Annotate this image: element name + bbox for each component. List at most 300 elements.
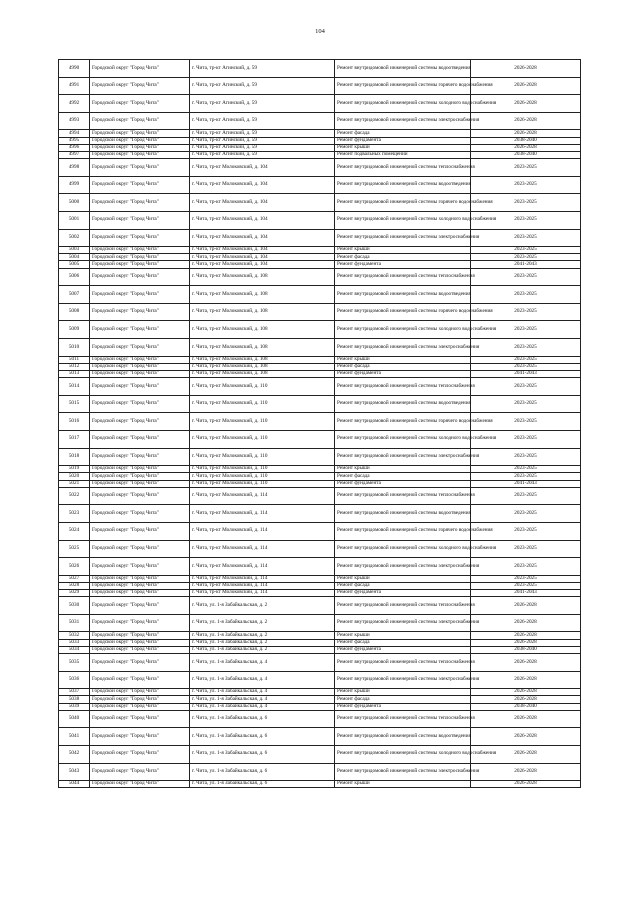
municipality-cell: Городской округ "Город Чита" [90,466,190,473]
work-type-cell: Ремонт фасада [335,696,471,703]
table-row [59,763,581,781]
period-cell: 2023-2025 [471,339,581,357]
municipality-cell: Городской округ "Город Чита" [90,430,190,448]
work-type-cell: Ремонт фасада [335,582,471,589]
row-number-cell: 5029 [59,590,90,597]
period-cell: 2023-2025 [471,176,581,194]
municipality-cell: Городской округ "Город Чита" [90,448,190,466]
row-number-cell: 4991 [59,77,90,95]
municipality-cell: Городской округ "Город Чита" [90,505,190,523]
table-row [59,413,581,431]
row-number-cell: 5026 [59,558,90,576]
table-row [59,522,581,540]
period-cell: 2026-2028 [471,614,581,632]
row-number-cell: 5022 [59,487,90,505]
table-row [59,130,581,137]
address-cell: г. Чита, ул. 1-я Забайкальская, д. 4 [190,696,335,703]
municipality-cell: Городской округ "Город Чита" [90,395,190,413]
period-cell: 2026-2028 [471,671,581,689]
table-row [59,303,581,321]
period-cell: 2023-2025 [471,395,581,413]
work-type-cell: Ремонт внутридомовой инженерной системы электроснабжения [335,229,471,247]
table-row [59,671,581,689]
address-cell: г. Чита, ул. 1-я Забайкальская, д. 4 [190,689,335,696]
row-number-cell: 5037 [59,689,90,696]
address-cell: г. Чита, тр-кт Молоковский, д. 110 [190,378,335,396]
municipality-cell: Городской округ "Город Чита" [90,247,190,254]
table-row [59,430,581,448]
municipality-cell: Городской округ "Город Чита" [90,371,190,378]
period-cell: 2023-2025 [471,378,581,396]
table-row [59,540,581,558]
repair-schedule-table [58,59,581,788]
work-type-cell: Ремонт фундамента [335,261,471,268]
row-number-cell: 5008 [59,303,90,321]
work-type-cell: Ремонт внутридомовой инженерной системы холодного водоснабжения [335,321,471,339]
work-type-cell: Ремонт внутридомовой инженерной системы водоотведения [335,395,471,413]
municipality-cell: Городской округ "Город Чита" [90,211,190,229]
period-cell: 2023-2025 [471,487,581,505]
municipality-cell: Городской округ "Город Чита" [90,522,190,540]
table-row [59,487,581,505]
address-cell: г. Чита, тр-кт Молоковский, д. 114 [190,590,335,597]
period-cell: 2023-2025 [471,356,581,363]
period-cell: 2023-2025 [471,254,581,261]
work-type-cell: Ремонт внутридомовой инженерной системы электроснабжения [335,558,471,576]
row-number-cell: 5042 [59,745,90,763]
address-cell: г. Чита, тр-кт Молоковский, д. 110 [190,395,335,413]
table-row [59,597,581,615]
address-cell: г. Чита, тр-кт Молоковский, д. 114 [190,505,335,523]
address-cell: г. Чита, тр-кт Агинский, д. 59 [190,151,335,158]
municipality-cell: Городской округ "Город Чита" [90,575,190,582]
municipality-cell: Городской округ "Город Чита" [90,229,190,247]
municipality-cell: Городской округ "Город Чита" [90,413,190,431]
address-cell: г. Чита, тр-кт Молоковский, д. 104 [190,247,335,254]
period-cell: 2023-2025 [471,321,581,339]
address-cell: г. Чита, ул. 1-я Забайкальская, д. 2 [190,639,335,646]
period-cell: 2023-2025 [471,211,581,229]
period-cell: 2026-2028 [471,781,581,788]
work-type-cell: Ремонт внутридомовой инженерной системы горячего водоснабжения [335,303,471,321]
period-cell: 2026-2028 [471,696,581,703]
period-cell: 2023-2025 [471,466,581,473]
municipality-cell: Городской округ "Город Чита" [90,112,190,130]
row-number-cell: 5017 [59,430,90,448]
work-type-cell: Ремонт внутридомовой инженерной системы холодного водоснабжения [335,430,471,448]
work-type-cell: Ремонт фасада [335,130,471,137]
row-number-cell: 5018 [59,448,90,466]
work-type-cell: Ремонт внутридомовой инженерной системы теплоснабжения [335,654,471,672]
table-row [59,268,581,286]
row-number-cell: 4997 [59,151,90,158]
period-cell: 2023-2025 [471,229,581,247]
table-row [59,159,581,177]
row-number-cell: 5023 [59,505,90,523]
work-type-cell: Ремонт внутридомовой инженерной системы электроснабжения [335,112,471,130]
period-cell: 2026-2028 [471,689,581,696]
address-cell: г. Чита, тр-кт Молоковский, д. 108 [190,268,335,286]
address-cell: г. Чита, тр-кт Агинский, д. 59 [190,77,335,95]
period-cell: 2023-2025 [471,194,581,212]
address-cell: г. Чита, тр-кт Агинский, д. 59 [190,144,335,151]
municipality-cell: Городской округ "Город Чита" [90,639,190,646]
row-number-cell: 5003 [59,247,90,254]
work-type-cell: Ремонт крыши [335,632,471,639]
period-cell: 2026-2028 [471,597,581,615]
table-row [59,371,581,378]
municipality-cell: Городской округ "Город Чита" [90,654,190,672]
work-type-cell: Ремонт крыши [335,466,471,473]
address-cell: г. Чита, тр-кт Молоковский, д. 110 [190,480,335,487]
period-cell: 2023-2025 [471,363,581,370]
address-cell: г. Чита, ул. 1-я Забайкальская, д. 2 [190,632,335,639]
municipality-cell: Городской округ "Город Чита" [90,632,190,639]
row-number-cell: 5007 [59,286,90,304]
period-cell: 2023-2025 [471,413,581,431]
municipality-cell: Городской округ "Город Чита" [90,480,190,487]
municipality-cell: Городской округ "Город Чита" [90,77,190,95]
row-number-cell: 5011 [59,356,90,363]
work-type-cell: Ремонт внутридомовой инженерной системы теплоснабжения [335,710,471,728]
row-number-cell: 5019 [59,466,90,473]
work-type-cell: Ремонт крыши [335,356,471,363]
row-number-cell: 5024 [59,522,90,540]
period-cell: 2023-2025 [471,159,581,177]
row-number-cell: 5033 [59,639,90,646]
municipality-cell: Городской округ "Город Чита" [90,144,190,151]
row-number-cell: 5006 [59,268,90,286]
row-number-cell: 4993 [59,112,90,130]
address-cell: г. Чита, тр-кт Агинский, д. 59 [190,112,335,130]
work-type-cell: Ремонт внутридомовой инженерной системы электроснабжения [335,671,471,689]
work-type-cell: Ремонт подвальных помещений [335,151,471,158]
row-number-cell: 5016 [59,413,90,431]
period-cell: 2038-2040 [471,151,581,158]
address-cell: г. Чита, тр-кт Молоковский, д. 108 [190,363,335,370]
municipality-cell: Городской округ "Город Чита" [90,710,190,728]
address-cell: г. Чита, тр-кт Молоковский, д. 110 [190,448,335,466]
address-cell: г. Чита, тр-кт Молоковский, д. 114 [190,575,335,582]
table-row [59,321,581,339]
period-cell: 2041-2043 [471,261,581,268]
table-row [59,480,581,487]
row-number-cell: 4994 [59,130,90,137]
row-number-cell: 5025 [59,540,90,558]
work-type-cell: Ремонт фундамента [335,646,471,653]
row-number-cell: 5038 [59,696,90,703]
period-cell: 2038-2040 [471,137,581,144]
address-cell: г. Чита, ул. 1-я Забайкальская, д. 6 [190,728,335,746]
period-cell: 2026-2028 [471,60,581,78]
work-type-cell: Ремонт внутридомовой инженерной системы горячего водоснабжения [335,77,471,95]
table-row [59,505,581,523]
work-type-cell: Ремонт внутридомовой инженерной системы теплоснабжения [335,597,471,615]
work-type-cell: Ремонт внутридомовой инженерной системы электроснабжения [335,614,471,632]
address-cell: г. Чита, ул. 1-я Забайкальская, д. 4 [190,654,335,672]
row-number-cell: 5001 [59,211,90,229]
table-row [59,395,581,413]
row-number-cell: 5040 [59,710,90,728]
municipality-cell: Городской округ "Город Чита" [90,689,190,696]
municipality-cell: Городской округ "Город Чита" [90,159,190,177]
table-row [59,466,581,473]
table-row [59,176,581,194]
period-cell: 2026-2028 [471,728,581,746]
municipality-cell: Городской округ "Город Чита" [90,286,190,304]
row-number-cell: 4992 [59,95,90,113]
row-number-cell: 4995 [59,137,90,144]
work-type-cell: Ремонт внутридомовой инженерной системы горячего водоснабжения [335,413,471,431]
row-number-cell: 5039 [59,703,90,710]
row-number-cell: 5004 [59,254,90,261]
period-cell: 2023-2025 [471,430,581,448]
work-type-cell: Ремонт фундамента [335,590,471,597]
period-cell: 2023-2025 [471,247,581,254]
row-number-cell: 5010 [59,339,90,357]
period-cell: 2038-2040 [471,703,581,710]
period-cell: 2023-2025 [471,268,581,286]
period-cell: 2023-2025 [471,448,581,466]
row-number-cell: 4990 [59,60,90,78]
work-type-cell: Ремонт внутридомовой инженерной системы водоотведения [335,176,471,194]
municipality-cell: Городской округ "Город Чита" [90,254,190,261]
municipality-cell: Городской округ "Город Чита" [90,590,190,597]
table-row [59,703,581,710]
table-row [59,339,581,357]
address-cell: г. Чита, тр-кт Молоковский, д. 104 [190,176,335,194]
table-row [59,95,581,113]
municipality-cell: Городской округ "Город Чита" [90,597,190,615]
row-number-cell: 5036 [59,671,90,689]
row-number-cell: 5031 [59,614,90,632]
period-cell: 2023-2025 [471,582,581,589]
address-cell: г. Чита, тр-кт Агинский, д. 59 [190,60,335,78]
row-number-cell: 5044 [59,781,90,788]
work-type-cell: Ремонт внутридомовой инженерной системы водоотведения [335,286,471,304]
municipality-cell: Городской округ "Город Чита" [90,261,190,268]
work-type-cell: Ремонт внутридомовой инженерной системы теплоснабжения [335,268,471,286]
municipality-cell: Городской округ "Город Чита" [90,582,190,589]
work-type-cell: Ремонт фасада [335,639,471,646]
table-row [59,696,581,703]
municipality-cell: Городской округ "Город Чита" [90,671,190,689]
work-type-cell: Ремонт внутридомовой инженерной системы холодного водоснабжения [335,95,471,113]
row-number-cell: 5009 [59,321,90,339]
work-type-cell: Ремонт фасада [335,473,471,480]
table-row [59,60,581,78]
address-cell: г. Чита, тр-кт Молоковский, д. 104 [190,261,335,268]
address-cell: г. Чита, тр-кт Молоковский, д. 110 [190,473,335,480]
municipality-cell: Городской округ "Город Чита" [90,356,190,363]
address-cell: г. Чита, тр-кт Молоковский, д. 114 [190,487,335,505]
period-cell: 2041-2043 [471,590,581,597]
municipality-cell: Городской округ "Город Чита" [90,194,190,212]
table-row [59,247,581,254]
row-number-cell: 5002 [59,229,90,247]
municipality-cell: Городской округ "Город Чита" [90,558,190,576]
table-row [59,286,581,304]
municipality-cell: Городской округ "Город Чита" [90,363,190,370]
row-number-cell: 5000 [59,194,90,212]
table-row [59,194,581,212]
address-cell: г. Чита, тр-кт Молоковский, д. 108 [190,321,335,339]
work-type-cell: Ремонт фундамента [335,480,471,487]
period-cell: 2023-2025 [471,505,581,523]
table-row [59,261,581,268]
table-body [59,60,581,788]
table-row [59,558,581,576]
work-type-cell: Ремонт внутридомовой инженерной системы водоотведения [335,505,471,523]
row-number-cell: 5034 [59,646,90,653]
municipality-cell: Городской округ "Город Чита" [90,728,190,746]
address-cell: г. Чита, тр-кт Молоковский, д. 104 [190,254,335,261]
work-type-cell: Ремонт фасада [335,254,471,261]
work-type-cell: Ремонт внутридомовой инженерной системы электроснабжения [335,763,471,781]
period-cell: 2026-2028 [471,654,581,672]
address-cell: г. Чита, тр-кт Молоковский, д. 108 [190,286,335,304]
municipality-cell: Городской округ "Город Чита" [90,703,190,710]
address-cell: г. Чита, тр-кт Молоковский, д. 104 [190,211,335,229]
work-type-cell: Ремонт внутридомовой инженерной системы теплоснабжения [335,378,471,396]
row-number-cell: 5013 [59,371,90,378]
row-number-cell: 4999 [59,176,90,194]
address-cell: г. Чита, ул. 1-я Забайкальская, д. 2 [190,646,335,653]
period-cell: 2026-2028 [471,144,581,151]
page-number: 104 [315,28,325,35]
address-cell: г. Чита, ул. 1-я Забайкальская, д. 6 [190,781,335,788]
municipality-cell: Городской округ "Город Чита" [90,176,190,194]
address-cell: г. Чита, тр-кт Молоковский, д. 108 [190,356,335,363]
row-number-cell: 5012 [59,363,90,370]
address-cell: г. Чита, тр-кт Молоковский, д. 104 [190,194,335,212]
period-cell: 2026-2028 [471,763,581,781]
work-type-cell: Ремонт внутридомовой инженерной системы электроснабжения [335,339,471,357]
row-number-cell: 5043 [59,763,90,781]
row-number-cell: 5027 [59,575,90,582]
period-cell: 2026-2028 [471,112,581,130]
period-cell: 2026-2028 [471,710,581,728]
period-cell: 2026-2028 [471,745,581,763]
work-type-cell: Ремонт внутридомовой инженерной системы горячего водоснабжения [335,522,471,540]
address-cell: г. Чита, тр-кт Молоковский, д. 114 [190,582,335,589]
period-cell: 2026-2028 [471,95,581,113]
work-type-cell: Ремонт крыши [335,689,471,696]
row-number-cell: 5005 [59,261,90,268]
municipality-cell: Городской округ "Город Чита" [90,130,190,137]
municipality-cell: Городской округ "Город Чита" [90,151,190,158]
address-cell: г. Чита, тр-кт Молоковский, д. 114 [190,522,335,540]
municipality-cell: Городской округ "Город Чита" [90,646,190,653]
address-cell: г. Чита, тр-кт Агинский, д. 59 [190,95,335,113]
table-row [59,614,581,632]
municipality-cell: Городской округ "Город Чита" [90,614,190,632]
table-row [59,448,581,466]
table-row [59,781,581,788]
address-cell: г. Чита, тр-кт Молоковский, д. 108 [190,303,335,321]
municipality-cell: Городской округ "Город Чита" [90,473,190,480]
table-row [59,710,581,728]
municipality-cell: Городской округ "Город Чита" [90,378,190,396]
period-cell: 2023-2025 [471,540,581,558]
row-number-cell: 5030 [59,597,90,615]
period-cell: 2023-2025 [471,286,581,304]
work-type-cell: Ремонт внутридомовой инженерной системы водоотведения [335,728,471,746]
address-cell: г. Чита, тр-кт Молоковский, д. 110 [190,413,335,431]
address-cell: г. Чита, тр-кт Молоковский, д. 104 [190,229,335,247]
work-type-cell: Ремонт крыши [335,781,471,788]
work-type-cell: Ремонт внутридомовой инженерной системы теплоснабжения [335,487,471,505]
municipality-cell: Городской округ "Город Чита" [90,303,190,321]
municipality-cell: Городской округ "Город Чита" [90,95,190,113]
period-cell: 2026-2028 [471,77,581,95]
table-row [59,254,581,261]
municipality-cell: Городской округ "Город Чита" [90,781,190,788]
period-cell: 2023-2025 [471,558,581,576]
work-type-cell: Ремонт внутридомовой инженерной системы электроснабжения [335,448,471,466]
table-row [59,378,581,396]
municipality-cell: Городской округ "Город Чита" [90,696,190,703]
address-cell: г. Чита, тр-кт Молоковский, д. 110 [190,466,335,473]
address-cell: г. Чита, ул. 1-я Забайкальская, д. 6 [190,763,335,781]
period-cell: 2023-2025 [471,522,581,540]
work-type-cell: Ремонт внутридомовой инженерной системы холодного водоснабжения [335,540,471,558]
municipality-cell: Городской округ "Город Чита" [90,339,190,357]
row-number-cell: 5028 [59,582,90,589]
work-type-cell: Ремонт внутридомовой инженерной системы водоотведения [335,60,471,78]
row-number-cell: 5015 [59,395,90,413]
work-type-cell: Ремонт крыши [335,144,471,151]
address-cell: г. Чита, ул. 1-я Забайкальская, д. 6 [190,745,335,763]
period-cell: 2026-2028 [471,632,581,639]
table-row [59,689,581,696]
table-row [59,646,581,653]
municipality-cell: Городской округ "Город Чита" [90,137,190,144]
row-number-cell: 5021 [59,480,90,487]
period-cell: 2026-2028 [471,639,581,646]
municipality-cell: Городской округ "Город Чита" [90,60,190,78]
row-number-cell: 5032 [59,632,90,639]
address-cell: г. Чита, ул. 1-я Забайкальская, д. 2 [190,614,335,632]
work-type-cell: Ремонт фундамента [335,137,471,144]
address-cell: г. Чита, тр-кт Агинский, д. 59 [190,137,335,144]
table-row [59,473,581,480]
period-cell: 2041-2043 [471,480,581,487]
work-type-cell: Ремонт фундамента [335,703,471,710]
work-type-cell: Ремонт внутридомовой инженерной системы теплоснабжения [335,159,471,177]
table-row [59,728,581,746]
row-number-cell: 5035 [59,654,90,672]
work-type-cell: Ремонт внутридомовой инженерной системы холодного водоснабжения [335,745,471,763]
municipality-cell: Городской округ "Город Чита" [90,763,190,781]
address-cell: г. Чита, тр-кт Молоковский, д. 108 [190,339,335,357]
table-row [59,654,581,672]
work-type-cell: Ремонт внутридомовой инженерной системы холодного водоснабжения [335,211,471,229]
address-cell: г. Чита, тр-кт Молоковский, д. 104 [190,159,335,177]
period-cell: 2023-2025 [471,303,581,321]
address-cell: г. Чита, тр-кт Молоковский, д. 108 [190,371,335,378]
work-type-cell: Ремонт фасада [335,363,471,370]
address-cell: г. Чита, тр-кт Молоковский, д. 114 [190,558,335,576]
period-cell: 2023-2025 [471,473,581,480]
period-cell: 2026-2028 [471,130,581,137]
address-cell: г. Чита, тр-кт Молоковский, д. 110 [190,430,335,448]
address-cell: г. Чита, тр-кт Агинский, д. 59 [190,130,335,137]
work-type-cell: Ремонт внутридомовой инженерной системы горячего водоснабжения [335,194,471,212]
period-cell: 2041-2043 [471,371,581,378]
row-number-cell: 5014 [59,378,90,396]
table-row [59,112,581,130]
